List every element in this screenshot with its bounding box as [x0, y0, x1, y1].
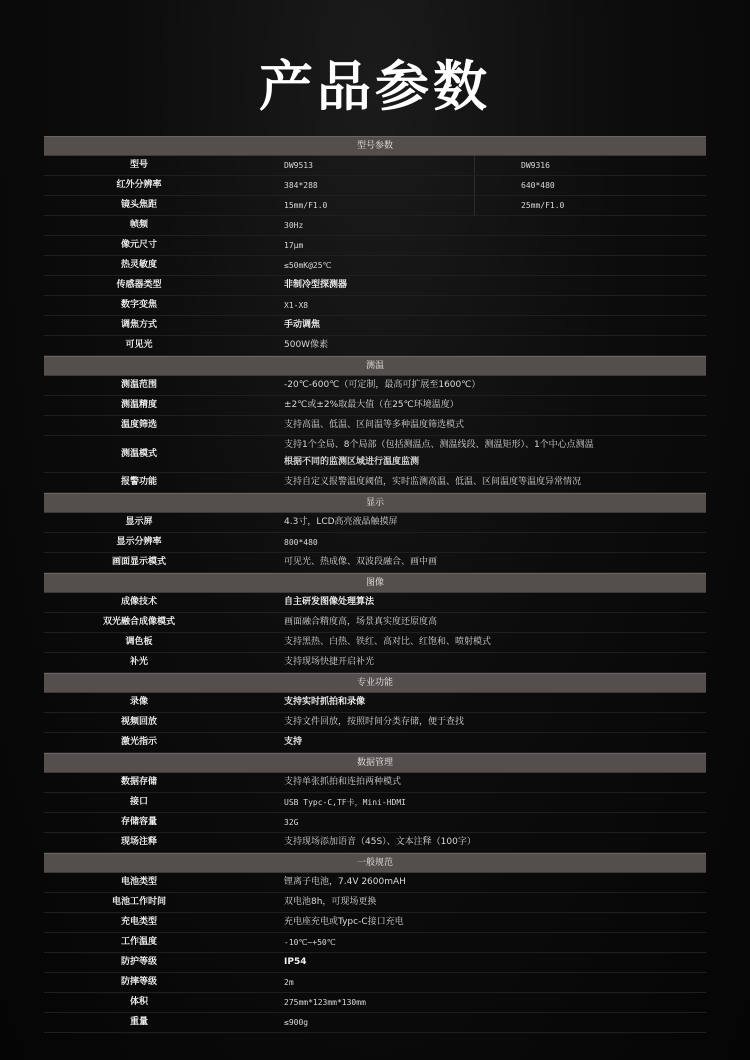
spec-value-line: X1-X8	[284, 301, 309, 310]
section-header: 图像	[44, 573, 706, 593]
spec-value-line: 非制冷型探测器	[284, 280, 348, 290]
spec-value	[234, 533, 706, 552]
spec-row	[44, 416, 706, 436]
spec-value	[234, 336, 706, 355]
spec-value-line: 800*480	[284, 538, 318, 547]
section-header: 一般规范	[44, 853, 706, 873]
spec-value-line: -10℃~+50℃	[284, 938, 336, 947]
section-header: 数据管理	[44, 753, 706, 773]
section-header: 显示	[44, 493, 706, 513]
spec-value-line: USB Typc-C,TF卡，Mini-HDMI	[284, 798, 406, 807]
spec-value	[234, 1013, 706, 1032]
spec-value-line: 支持现场添加语音（45S）、文本注释（100字）	[284, 837, 476, 847]
spec-value-line: 17μm	[284, 241, 304, 250]
spec-value-line: 30Hz	[284, 221, 304, 230]
spec-value	[234, 913, 706, 932]
spec-row	[44, 733, 706, 753]
spec-row	[44, 376, 706, 396]
spec-value-line: 500W像素	[284, 340, 329, 350]
spec-value-line: 画面融合精度高，场景真实度还原度高	[284, 617, 438, 627]
spec-row	[44, 436, 706, 473]
spec-value-alt: DW9316	[474, 156, 706, 175]
spec-value-line: 支持自定义报警温度阈值，实时监测高温、低温、区间温度等温度异常情况	[284, 477, 582, 487]
spec-label: 数据存储	[120, 777, 157, 787]
spec-row	[44, 913, 706, 933]
spec-row	[44, 713, 706, 733]
spec-row	[44, 216, 706, 236]
spec-label: 充电类型	[120, 917, 157, 927]
spec-value-line: 支持实时抓拍和录像	[284, 697, 366, 707]
spec-value	[234, 316, 706, 335]
spec-label: 体积	[129, 997, 148, 1007]
spec-value	[234, 236, 706, 255]
spec-value-line: -20℃-600℃（可定制，最高可扩展至1600℃）	[284, 380, 481, 390]
spec-value-alt: 640*480	[474, 176, 706, 195]
spec-value	[234, 653, 706, 672]
spec-value	[234, 256, 706, 275]
spec-label: 电池工作时间	[111, 897, 166, 907]
spec-row	[44, 793, 706, 813]
page-title: 产品参数	[259, 55, 491, 118]
spec-value	[234, 793, 706, 812]
spec-value-line: IP54	[284, 957, 307, 967]
spec-row	[44, 773, 706, 793]
spec-label: 型号	[129, 160, 148, 170]
spec-label: 调焦方式	[120, 320, 157, 330]
spec-value	[234, 436, 706, 472]
spec-value-line: 支持1个全局、8个局部（包括测温点、测温线段、测温矩形）、1个中心点测温	[284, 440, 594, 450]
spec-label: 重量	[129, 1017, 148, 1027]
spec-row	[44, 833, 706, 853]
spec-label: 数字变焦	[120, 300, 157, 310]
spec-value-line: 双电池8h，可现场更换	[284, 897, 377, 907]
spec-value-line: 锂离子电池，7.4V 2600mAH	[284, 877, 406, 887]
spec-value	[234, 593, 706, 612]
spec-row	[44, 513, 706, 533]
spec-value	[234, 376, 706, 395]
spec-value-line: 可见光、热成像、双波段融合、画中画	[284, 557, 438, 567]
spec-label: 电池类型	[120, 877, 157, 887]
spec-row	[44, 396, 706, 416]
section-header: 测温	[44, 356, 706, 376]
spec-value-line: 支持高温、低温、区间温等多种温度筛选模式	[284, 420, 465, 430]
spec-label: 防护等级	[120, 957, 157, 967]
spec-row	[44, 813, 706, 833]
spec-label: 显示分辨率	[116, 537, 162, 547]
spec-value-line: ±2℃或±2%取最大值（在25℃环境温度）	[284, 400, 459, 410]
spec-value-line: 支持现场快捷开启补光	[284, 657, 375, 667]
spec-value	[234, 513, 706, 532]
spec-row	[44, 533, 706, 553]
spec-table	[44, 136, 706, 1033]
spec-label: 镜头焦距	[120, 200, 157, 210]
spec-label: 画面显示模式	[111, 557, 166, 567]
spec-row	[44, 196, 706, 216]
spec-value	[234, 276, 706, 295]
spec-value-line: 4.3寸，LCD高亮液晶触摸屏	[284, 517, 398, 527]
spec-value-line: ≤50mK@25℃	[284, 261, 332, 270]
spec-value-line: 275mm*123mm*130mm	[284, 998, 366, 1007]
spec-label: 接口	[129, 797, 148, 807]
spec-label: 测温模式	[120, 448, 157, 459]
section-header: 专业功能	[44, 673, 706, 693]
spec-value: DW9513	[284, 161, 313, 170]
spec-value	[234, 893, 706, 912]
spec-label: 防摔等级	[120, 977, 157, 987]
spec-label: 测温精度	[120, 400, 157, 410]
spec-row	[44, 473, 706, 493]
spec-label: 显示屏	[125, 517, 153, 527]
spec-label: 传感器类型	[116, 280, 162, 290]
spec-value	[234, 833, 706, 852]
spec-label: 帧频	[129, 220, 148, 230]
spec-row	[44, 176, 706, 196]
spec-label: 录像	[129, 697, 148, 707]
spec-label: 补光	[129, 657, 148, 667]
spec-label: 视频回放	[120, 717, 157, 727]
spec-value	[234, 296, 706, 315]
spec-label: 激光指示	[120, 737, 157, 747]
spec-value	[234, 416, 706, 435]
spec-value	[234, 773, 706, 792]
spec-value-line: 支持	[284, 737, 303, 747]
spec-row	[44, 613, 706, 633]
spec-label: 工作温度	[120, 937, 157, 947]
spec-value	[234, 873, 706, 892]
spec-row	[44, 593, 706, 613]
spec-row	[44, 873, 706, 893]
spec-value-line: ≤900g	[284, 1018, 309, 1027]
spec-value	[234, 216, 706, 235]
spec-row	[44, 276, 706, 296]
spec-value-line: 手动调焦	[284, 320, 321, 330]
spec-value-line: 充电座充电或Typc-C接口充电	[284, 917, 404, 927]
spec-row	[44, 933, 706, 953]
spec-value	[234, 713, 706, 732]
spec-value-line: 支持黑热、白热、铁红、高对比、红饱和、喷射模式	[284, 637, 492, 647]
spec-value-line: 32G	[284, 818, 299, 827]
spec-label: 测温范围	[120, 380, 157, 390]
spec-row	[44, 693, 706, 713]
spec-value	[234, 953, 706, 972]
spec-value: 15mm/F1.0	[284, 201, 328, 210]
spec-row	[44, 296, 706, 316]
spec-value	[234, 633, 706, 652]
spec-value	[234, 473, 706, 492]
spec-value-line: 根据不同的监测区域进行温度监测	[284, 457, 420, 467]
spec-label: 红外分辨率	[116, 180, 162, 190]
spec-value	[234, 993, 706, 1012]
spec-row	[44, 1013, 706, 1033]
spec-label: 热灵敏度	[120, 260, 157, 270]
spec-value-line: 2m	[284, 978, 294, 987]
spec-row	[44, 316, 706, 336]
spec-value: 384*288	[284, 181, 318, 190]
spec-row	[44, 953, 706, 973]
spec-value	[234, 733, 706, 752]
spec-row	[44, 993, 706, 1013]
spec-value	[234, 933, 706, 952]
spec-row	[44, 633, 706, 653]
spec-row	[44, 236, 706, 256]
spec-value-line: 支持文件回放，按照时间分类存储，便于查找	[284, 717, 465, 727]
spec-value-line: 支持单张抓拍和连拍两种模式	[284, 777, 402, 787]
spec-value	[234, 553, 706, 572]
spec-label: 报警功能	[120, 477, 157, 487]
spec-value	[234, 693, 706, 712]
spec-label: 温度筛选	[120, 420, 157, 430]
spec-label: 像元尺寸	[120, 240, 157, 250]
spec-row	[44, 553, 706, 573]
spec-label: 双光融合成像模式	[102, 617, 175, 627]
spec-value	[234, 813, 706, 832]
spec-label: 可见光	[125, 340, 153, 350]
spec-row	[44, 893, 706, 913]
spec-value	[234, 396, 706, 415]
spec-value-line: 自主研发图像处理算法	[284, 597, 375, 607]
spec-row	[44, 156, 706, 176]
spec-label: 调色板	[125, 637, 153, 647]
spec-label: 现场注释	[120, 837, 157, 847]
spec-value	[234, 613, 706, 632]
spec-label: 成像技术	[120, 597, 157, 607]
spec-row	[44, 256, 706, 276]
spec-row	[44, 973, 706, 993]
spec-label: 存储容量	[120, 817, 157, 827]
spec-value-alt: 25mm/F1.0	[474, 196, 706, 215]
section-header: 型号参数	[44, 136, 706, 156]
spec-row	[44, 336, 706, 356]
spec-value	[234, 973, 706, 992]
spec-row	[44, 653, 706, 673]
